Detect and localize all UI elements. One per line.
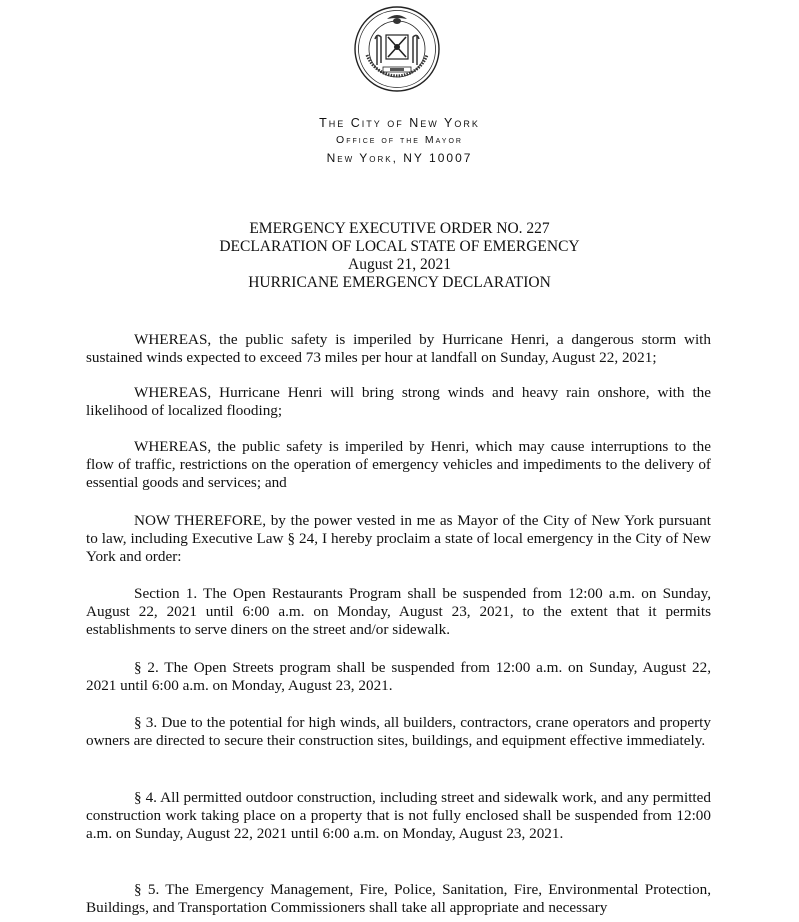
section-4-paragraph: § 4. All permitted outdoor construction, including street and sidewalk work, and any permitted construction work taking place on a property that is not fully enclosed shall be suspended from 12:00 a.m. on Sunday, August 22, 2021 until 6:00 a.m. on Monday, August 23, 2021. bbox=[86, 789, 711, 842]
order-subject: HURRICANE EMERGENCY DECLARATION bbox=[248, 274, 551, 291]
whereas-paragraph-1: WHEREAS, the public safety is imperiled by Hurricane Henri, a dangerous storm with sustained winds expected to exceed 73 miles per hour at landfall on Sunday, August 22, 2021; bbox=[86, 331, 711, 366]
order-number: EMERGENCY EXECUTIVE ORDER NO. 227 bbox=[249, 220, 550, 237]
section-2-paragraph: § 2. The Open Streets program shall be suspended from 12:00 a.m. on Sunday, August 22, 2021 until 6:00 a.m. on Monday, August 23, 2021. bbox=[86, 659, 711, 694]
now-therefore-paragraph: NOW THEREFORE, by the power vested in me as Mayor of the City of New York pursuant to law, including Executive Law § 24, I hereby proclaim a state of local emergency in the City of New York and order: bbox=[86, 512, 711, 565]
section-3-paragraph: § 3. Due to the potential for high winds, all builders, contractors, crane operators and property owners are directed to secure their construction sites, buildings, and equipment effective immediately. bbox=[86, 714, 711, 749]
order-title-block bbox=[0, 220, 799, 292]
section-1-paragraph: Section 1. The Open Restaurants Program shall be suspended from 12:00 a.m. on Sunday, August 22, 2021 until 6:00 a.m. on Monday, August 23, 2021, to the extent that it permits establishments to serve diners on the street and/or sidewalk. bbox=[86, 585, 711, 638]
whereas-paragraph-2: WHEREAS, Hurricane Henri will bring strong winds and heavy rain onshore, with the likelihood of localized flooding; bbox=[86, 384, 711, 419]
whereas-paragraph-3: WHEREAS, the public safety is imperiled by Henri, which may cause interruptions to the flow of traffic, restrictions on the operation of emergency vehicles and impediments to the delivery of essential goods and services; and bbox=[86, 438, 711, 491]
section-5-paragraph: § 5. The Emergency Management, Fire, Police, Sanitation, Fire, Environmental Protection, Buildings, and Transportation Commissioners shall take all appropriate and necessary bbox=[86, 881, 711, 916]
letterhead-city: The City of New York bbox=[319, 116, 480, 130]
order-date: August 21, 2021 bbox=[348, 256, 451, 273]
order-declaration: DECLARATION OF LOCAL STATE OF EMERGENCY bbox=[219, 238, 580, 255]
letterhead-address: New York, NY 10007 bbox=[326, 151, 473, 165]
nyc-seal-icon bbox=[353, 5, 441, 93]
letterhead-office: Office of the Mayor bbox=[336, 134, 463, 146]
